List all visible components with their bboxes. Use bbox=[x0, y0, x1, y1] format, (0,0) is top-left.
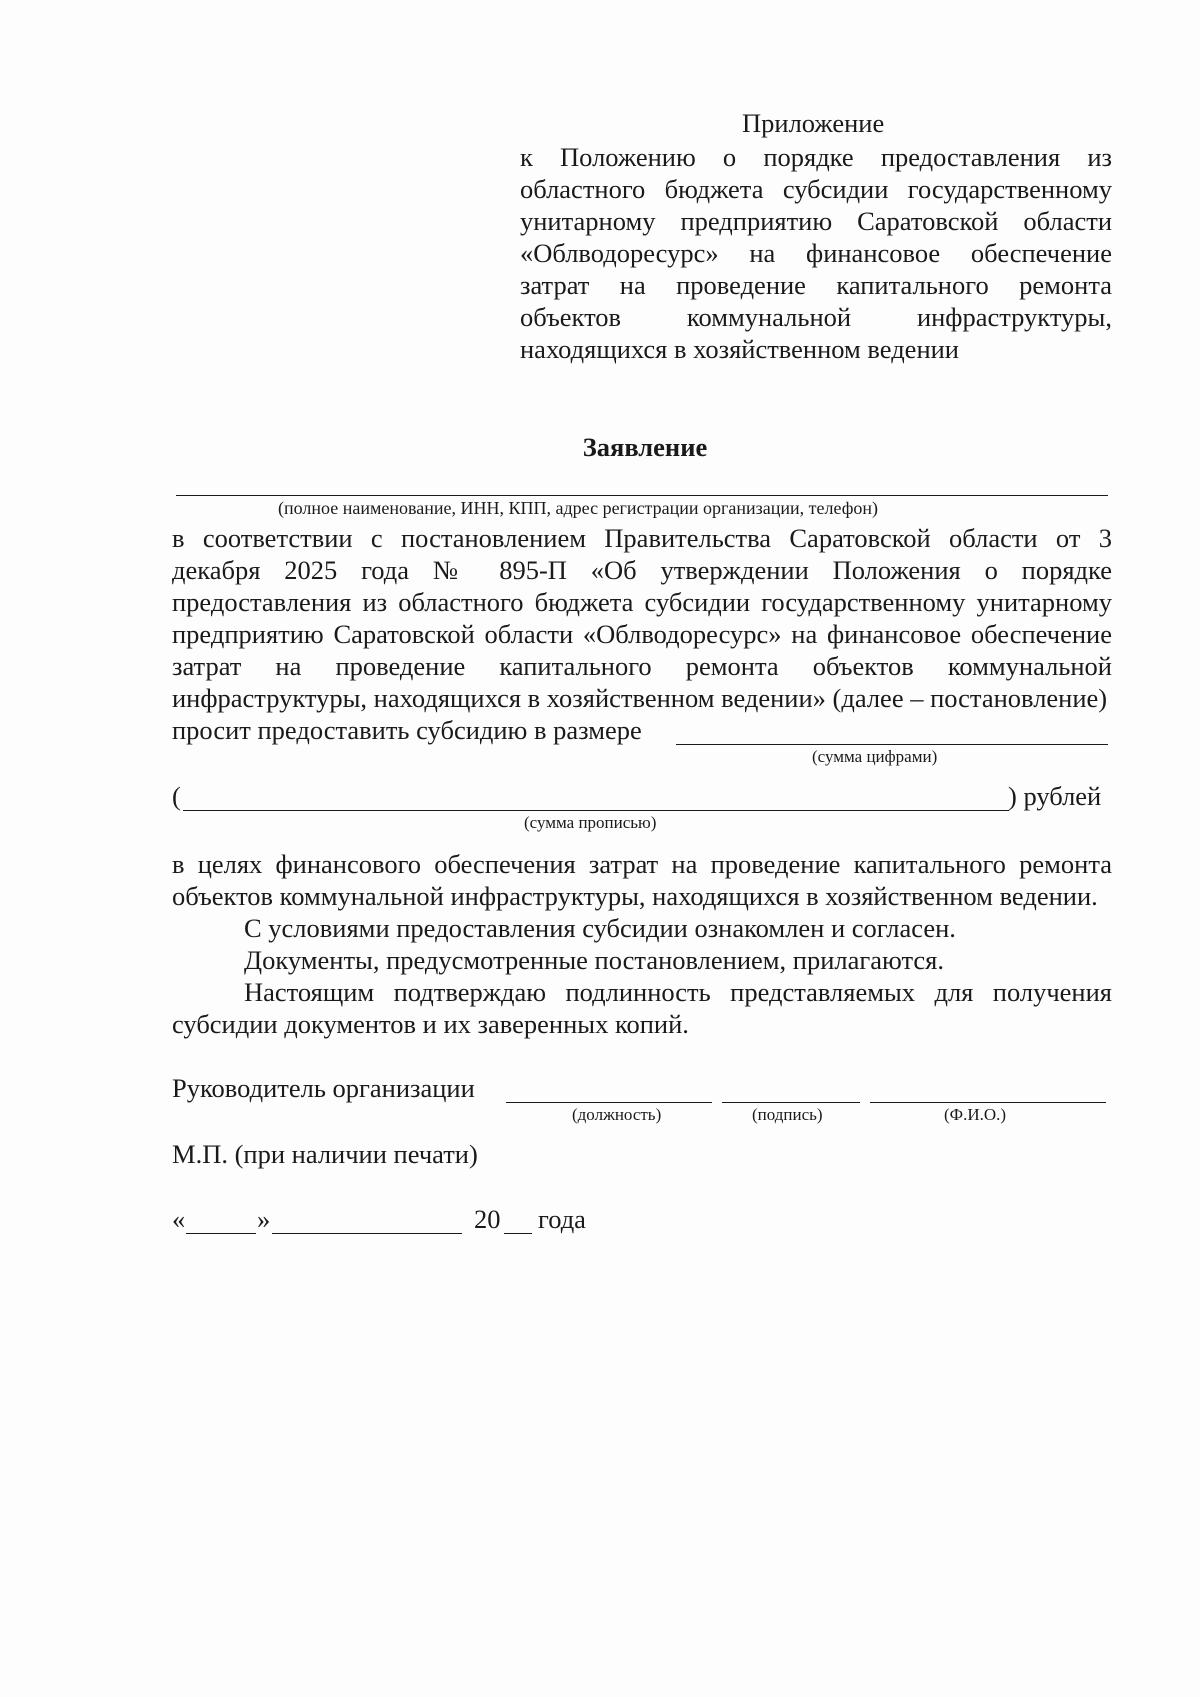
date-year-prefix: 20 bbox=[474, 1204, 501, 1234]
sum-words-close: ) рублей bbox=[1008, 781, 1102, 811]
purpose-paragraph-text: в целях финансового обеспечения затрат на проведение капитального ремонта объектов коммунальной инфраструктуры, находящихся в хозяйственном ведении. bbox=[172, 849, 1112, 911]
stamp-line: М.П. (при наличии печати) bbox=[172, 1139, 478, 1169]
appendix-text: к Положению о порядке предоставления из областного бюджета субсидии государственному унитарному предприятию Саратовской области «Облводоресурс» на финансовое обеспечение затрат на проведение капитального ремонта объектов коммунальной инфраструктуры, находящихся в хозяйственном ведении bbox=[520, 142, 1112, 364]
signature-label: Руководитель организации bbox=[172, 1073, 475, 1103]
appendix-block bbox=[520, 107, 1112, 365]
sum-words-caption: (сумма прописью) bbox=[524, 813, 657, 832]
document-title: Заявление bbox=[582, 432, 708, 462]
signature-field-line[interactable] bbox=[722, 1102, 860, 1103]
position-field-line[interactable] bbox=[506, 1102, 712, 1103]
request-line: просит предоставить субсидию в размере bbox=[172, 715, 642, 745]
sum-words-field-line[interactable] bbox=[183, 810, 1009, 811]
date-close-quote: » bbox=[257, 1204, 271, 1234]
date-open-quote: « bbox=[172, 1204, 186, 1234]
purpose-paragraph bbox=[172, 848, 1112, 912]
date-year-field-line[interactable] bbox=[504, 1233, 532, 1234]
signature-caption: (подпись) bbox=[752, 1105, 823, 1124]
statement-conditions: С условиями предоставления субсидии ознакомлен и согласен. bbox=[244, 913, 956, 943]
sum-digits-field-line[interactable] bbox=[676, 744, 1108, 745]
appendix-heading: Приложение bbox=[742, 108, 885, 138]
date-day-field-line[interactable] bbox=[186, 1233, 256, 1234]
full-name-caption: (Ф.И.О.) bbox=[944, 1105, 1007, 1124]
sum-digits-caption: (сумма цифрами) bbox=[812, 747, 938, 766]
date-year-suffix: года bbox=[538, 1204, 586, 1234]
date-month-field-line[interactable] bbox=[272, 1233, 462, 1234]
sum-words-open-paren: ( bbox=[172, 781, 181, 811]
statement-authenticity: Настоящим подтверждаю подлинность представляемых для получения субсидии документов и их заверенных копий. bbox=[172, 977, 1112, 1039]
org-details-field-line[interactable] bbox=[176, 495, 1108, 496]
statement-documents: Документы, предусмотренные постановлением, прилагаются. bbox=[244, 945, 944, 975]
full-name-field-line[interactable] bbox=[870, 1102, 1106, 1103]
org-details-caption: (полное наименование, ИНН, КПП, адрес регистрации организации, телефон) bbox=[278, 498, 879, 518]
main-paragraph-text: в соответствии с постановлением Правительства Саратовской области от 3 декабря 2025 года № 895-П «Об утверждении Положения о порядке предоставления из областного бюджета субсидии государственному унитарному предприятию Саратовской области «Облводоресурс» на финансовое обеспечение затрат на проведение капитального ремонта объектов коммунальной инфраструктуры, находящихся в хозяйственном ведении» (далее – постановление) bbox=[172, 523, 1112, 713]
position-caption: (должность) bbox=[572, 1105, 662, 1124]
main-paragraph bbox=[172, 522, 1112, 714]
